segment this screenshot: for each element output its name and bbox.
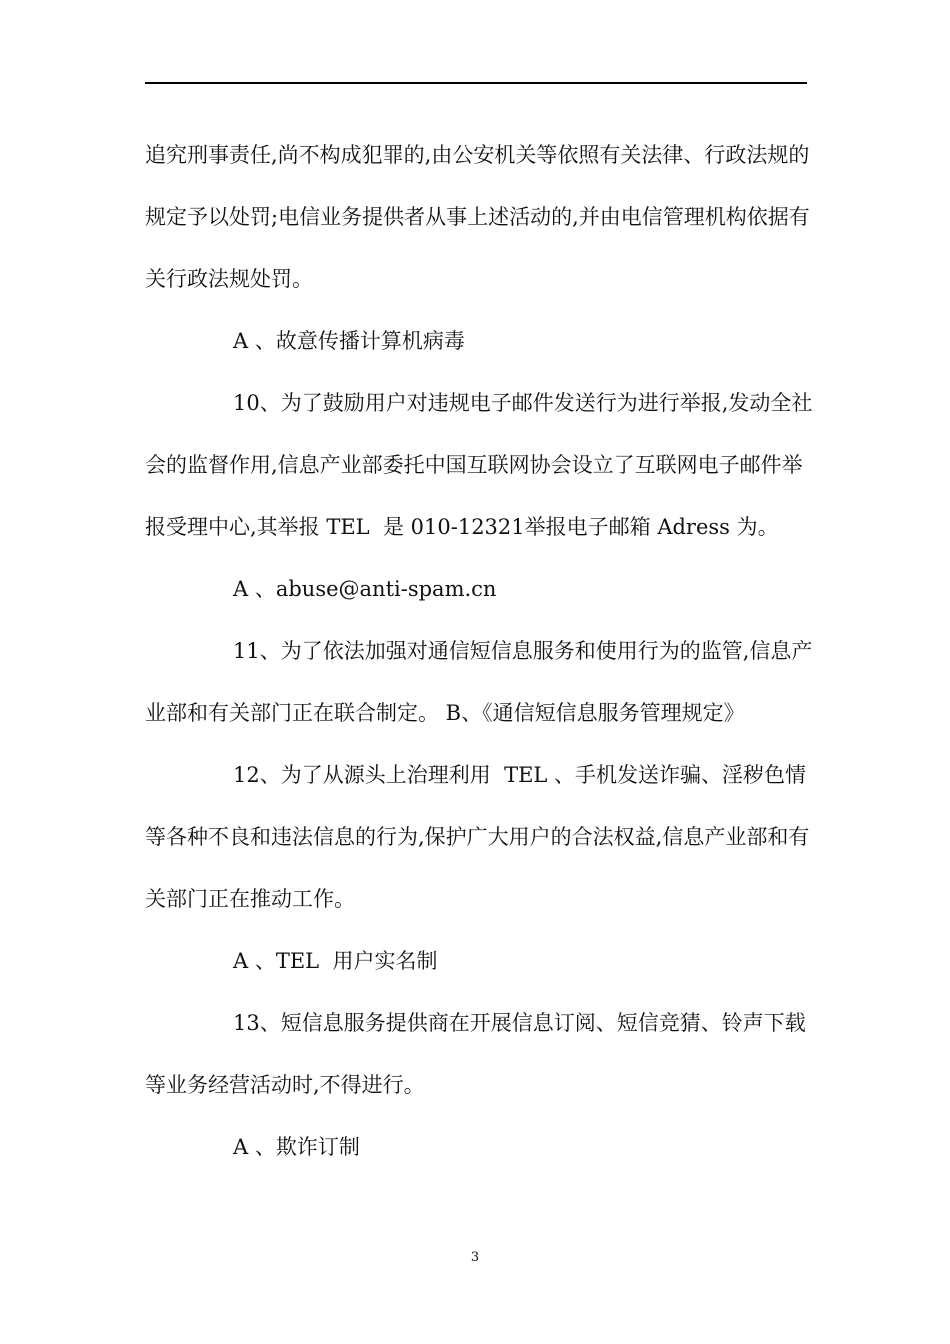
question-10: 10、为了鼓励用户对违规电子邮件发送行为进行举报,发动全社会的监督作用,信息产业部委托中国互联网协会设立了互联网电子邮件举报受理中心,其举报 TEL 是 010-12321举报电子邮箱 Adress 为。: [145, 391, 813, 539]
answer-option-12: A 、TEL 用户实名制: [233, 949, 438, 973]
header-rule: [145, 82, 807, 84]
answer-option-10: A 、abuse@anti-spam.cn: [233, 577, 497, 601]
page-number: 3: [470, 1250, 480, 1265]
question-13: 13、短信息服务提供商在开展信息订阅、短信竞猜、铃声下载等业务经营活动时,不得进行。: [145, 1011, 806, 1097]
question-11: 11、为了依法加强对通信短信息服务和使用行为的监管,信息产业部和有关部门正在联合制定。 B、《通信短信息服务管理规定》: [145, 639, 813, 725]
question-12: 12、为了从源头上治理利用 TEL 、手机发送诈骗、淫秽色情等各种不良和违法信息的行为,保护广大用户的合法权益,信息产业部和有关部门正在推动工作。: [145, 763, 810, 911]
answer-option-9: A 、故意传播计算机病毒: [233, 329, 465, 353]
paragraph-1: 追究刑事责任,尚不构成犯罪的,由公安机关等依照有关法律、行政法规的规定予以处罚;电信业务提供者从事上述活动的,并由电信管理机构依据有关行政法规处罚。: [145, 143, 810, 291]
document-body: [145, 124, 813, 1178]
answer-option-13: A 、欺诈订制: [233, 1135, 360, 1159]
